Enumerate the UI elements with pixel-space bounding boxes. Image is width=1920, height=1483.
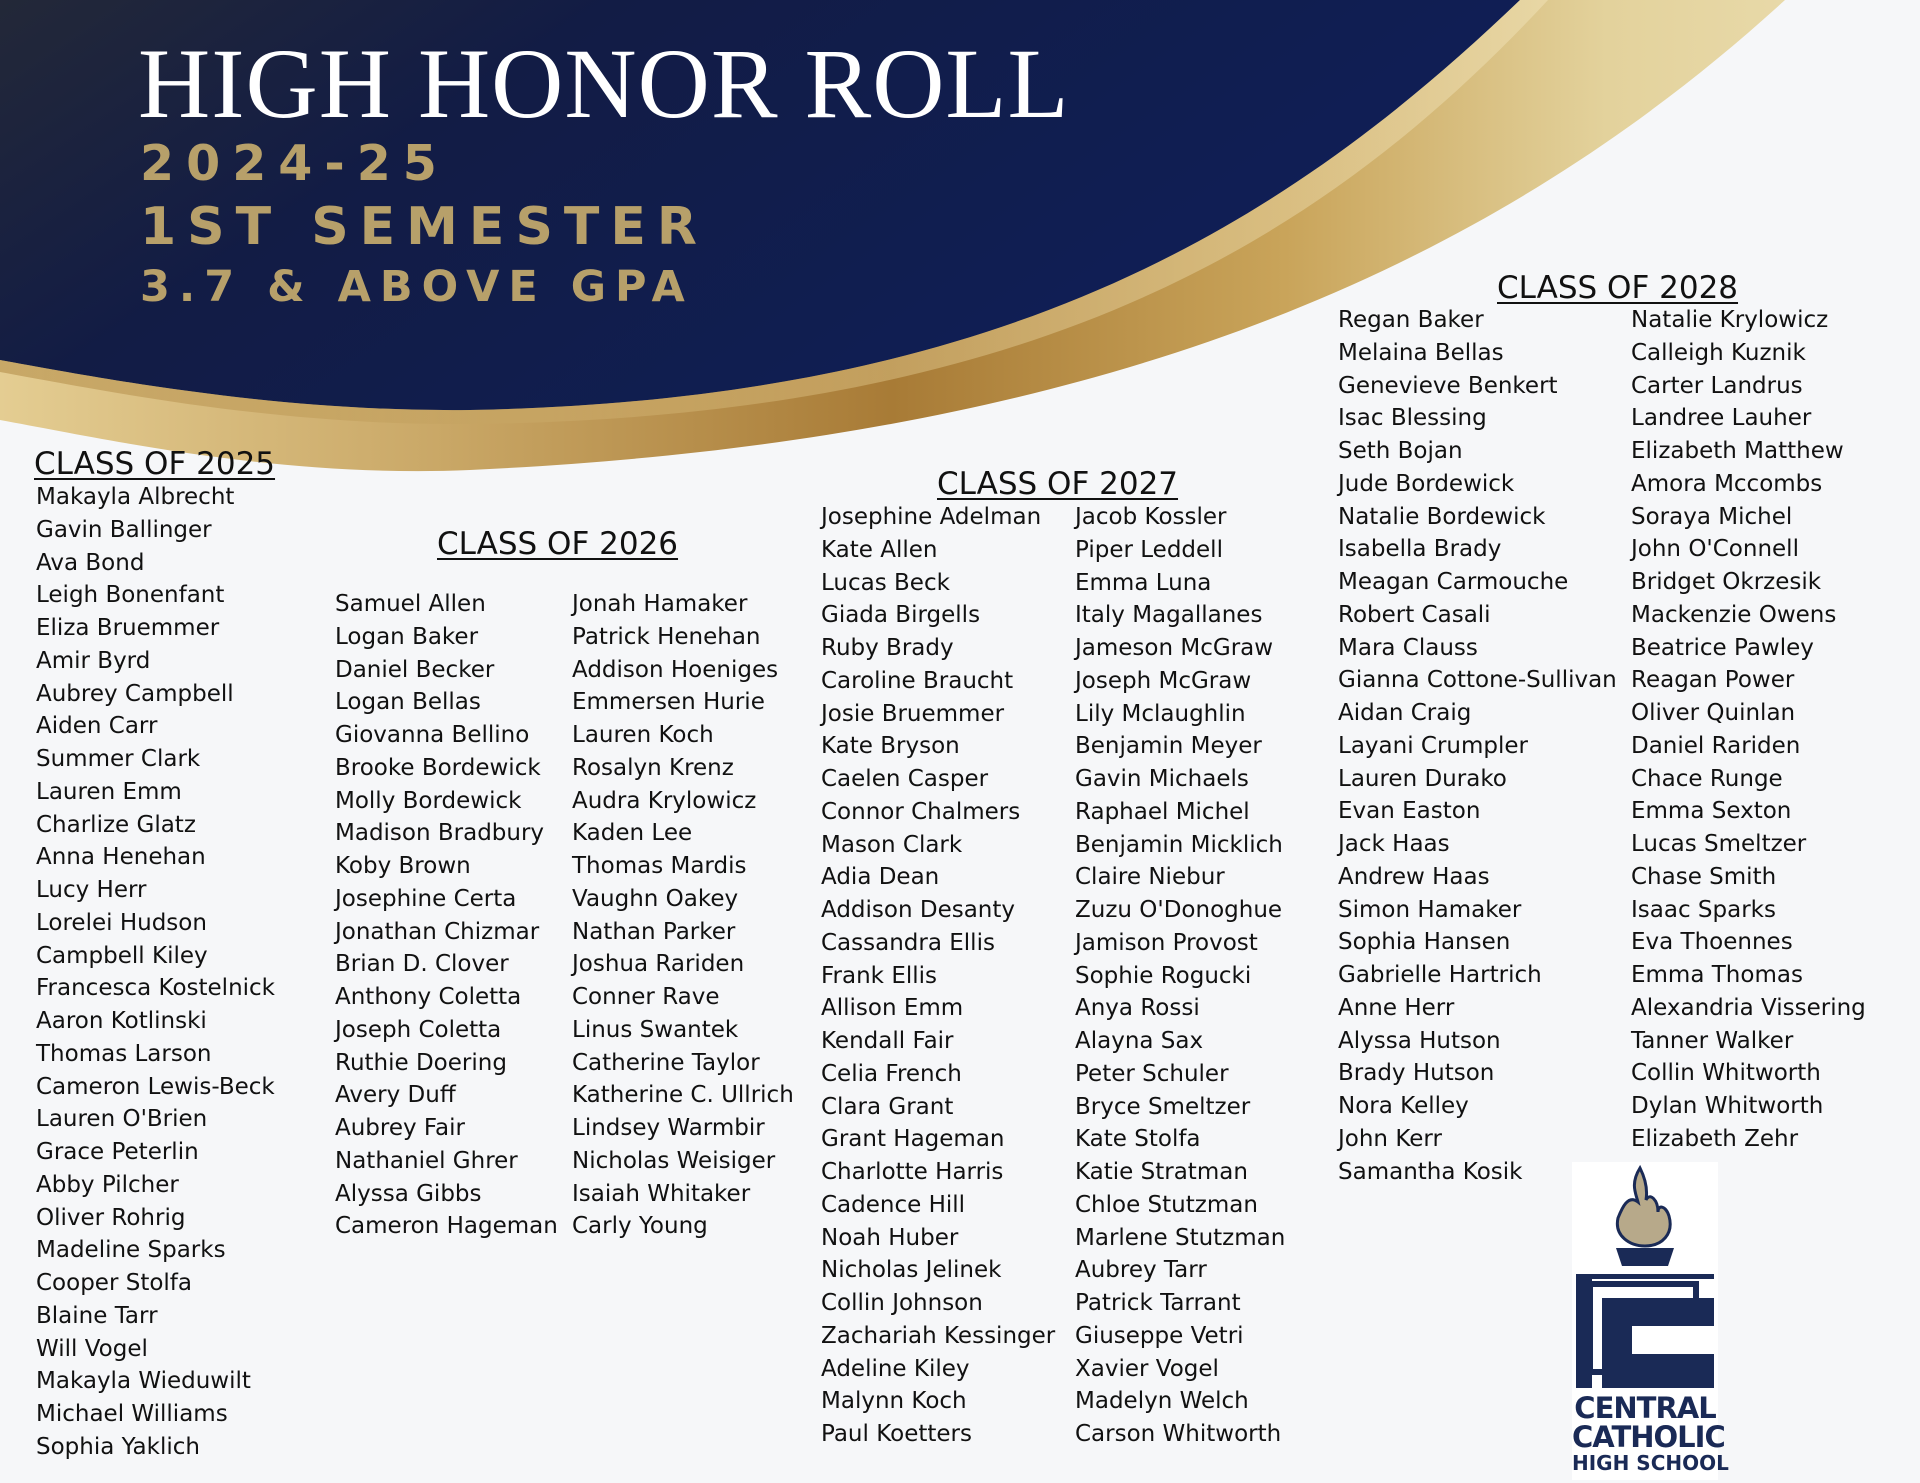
student-name: Giovanna Bellino — [335, 722, 530, 748]
student-name: Jamison Provost — [1075, 929, 1258, 956]
student-name: Lauren Koch — [572, 722, 714, 748]
student-name: Campbell Kiley — [36, 942, 208, 969]
student-name: Giuseppe Vetri — [1075, 1322, 1244, 1349]
student-name: Avery Duff — [335, 1082, 456, 1109]
student-name: Isaiah Whitaker — [572, 1180, 751, 1207]
student-name: Lindsey Warmbir — [572, 1115, 765, 1141]
student-name: Lauren O'Brien — [36, 1106, 208, 1133]
student-name: Leigh Bonenfant — [36, 582, 225, 609]
student-name: Lorelei Hudson — [36, 909, 207, 936]
student-name: Giada Birgells — [821, 602, 981, 629]
student-name: Bridget Okrzesik — [1631, 569, 1822, 595]
student-name: Oliver Rohrig — [36, 1204, 186, 1231]
student-name: Logan Bellas — [335, 689, 481, 716]
student-name: Thomas Mardis — [572, 853, 747, 879]
student-name: Mara Clauss — [1338, 634, 1478, 661]
student-name: Cassandra Ellis — [821, 929, 995, 956]
student-name: Aaron Kotlinski — [36, 1008, 207, 1034]
student-name: Grant Hageman — [821, 1126, 1005, 1153]
student-name: Lauren Durako — [1338, 765, 1507, 792]
student-name: Josie Bruemmer — [821, 700, 1005, 727]
student-name: Caroline Braucht — [821, 667, 1014, 694]
student-name: Simon Hamaker — [1338, 896, 1522, 923]
student-name: Nathan Parker — [572, 918, 736, 945]
logo-text-central: CENTRAL — [1574, 1391, 1716, 1425]
student-name: Paul Koetters — [821, 1421, 972, 1447]
student-name: Cameron Lewis-Beck — [36, 1073, 275, 1100]
student-name: Chloe Stutzman — [1075, 1191, 1258, 1218]
student-name: Eliza Bruemmer — [36, 615, 220, 641]
student-name: Ava Bond — [36, 549, 145, 576]
student-name: Jonathan Chizmar — [335, 918, 540, 945]
student-name: Collin Johnson — [821, 1290, 983, 1316]
class-2026-heading: CLASS OF 2026 — [437, 526, 679, 562]
student-name: Madeline Sparks — [36, 1237, 226, 1264]
student-name: Jude Bordewick — [1338, 470, 1515, 497]
student-name: Addison Desanty — [821, 897, 1016, 923]
student-name: Thomas Larson — [36, 1040, 212, 1067]
student-name: Kate Stolfa — [1075, 1126, 1201, 1153]
student-name: Makayla Wieduwilt — [36, 1368, 251, 1395]
student-name: Aubrey Fair — [335, 1115, 465, 1141]
student-name: Koby Brown — [335, 853, 471, 879]
student-name: Grace Peterlin — [36, 1139, 199, 1165]
student-name: Noah Huber — [821, 1224, 959, 1251]
student-name: Aubrey Campbell — [36, 680, 234, 707]
student-name: Soraya Michel — [1631, 503, 1793, 530]
student-name: Katie Stratman — [1075, 1159, 1248, 1185]
logo-text-high-school: HIGH SCHOOL — [1572, 1451, 1729, 1475]
student-name: Elizabeth Zehr — [1631, 1125, 1799, 1152]
student-name: Audra Krylowicz — [572, 787, 757, 814]
student-name: Kate Allen — [821, 536, 938, 563]
student-name: Amora Mccombs — [1631, 470, 1823, 497]
student-name: Reagan Power — [1631, 667, 1795, 694]
student-name: Mason Clark — [821, 831, 963, 858]
student-name: Caelen Casper — [821, 766, 989, 792]
student-name: Ruby Brady — [821, 635, 954, 661]
class-2028-names-right — [1631, 304, 1866, 1156]
student-name: Regan Baker — [1338, 307, 1484, 333]
student-name: Emma Luna — [1075, 569, 1212, 596]
student-name: Anna Henehan — [36, 844, 206, 871]
student-name: Alyssa Gibbs — [335, 1180, 482, 1207]
student-name: Peter Schuler — [1075, 1060, 1229, 1087]
student-name: Charlotte Harris — [821, 1159, 1004, 1185]
student-name: Natalie Krylowicz — [1631, 307, 1829, 333]
student-name: Jack Haas — [1338, 831, 1450, 857]
student-name: Tanner Walker — [1631, 1027, 1794, 1054]
student-name: Anne Herr — [1338, 994, 1455, 1021]
student-name: Carly Young — [572, 1213, 708, 1240]
student-name: Kate Bryson — [821, 733, 960, 760]
student-name: Connor Chalmers — [821, 798, 1021, 825]
student-name: Zuzu O'Donoghue — [1075, 897, 1283, 923]
student-name: Molly Bordewick — [335, 787, 522, 814]
student-name: Aidan Craig — [1338, 700, 1472, 726]
student-name: Gabrielle Hartrich — [1338, 962, 1542, 988]
class-2025-heading: CLASS OF 2025 — [34, 446, 276, 482]
student-name: Daniel Rariden — [1631, 732, 1801, 759]
student-name: John Kerr — [1338, 1125, 1442, 1152]
school-year: 2024-25 — [140, 135, 449, 192]
student-name: Anya Rossi — [1075, 995, 1200, 1022]
student-name: Makayla Albrecht — [36, 484, 235, 510]
student-name: Alayna Sax — [1075, 1028, 1204, 1054]
semester-label: 1ST SEMESTER — [140, 197, 708, 257]
student-name: Carson Whitworth — [1075, 1421, 1282, 1447]
student-name: Samantha Kosik — [1338, 1158, 1523, 1185]
student-name: Calleigh Kuznik — [1631, 339, 1806, 366]
student-name: Kaden Lee — [572, 820, 693, 847]
student-name: Alexandria Vissering — [1631, 994, 1866, 1021]
student-name: Isaac Sparks — [1631, 896, 1776, 923]
student-name: Sophia Yaklich — [36, 1433, 200, 1460]
student-name: Piper Leddell — [1075, 536, 1223, 563]
student-name: Benjamin Meyer — [1075, 733, 1262, 760]
student-name: Celia French — [821, 1060, 962, 1087]
student-name: Aubrey Tarr — [1075, 1257, 1207, 1284]
student-name: Oliver Quinlan — [1631, 700, 1796, 726]
student-name: Gavin Michaels — [1075, 766, 1249, 792]
student-name: Josephine Adelman — [821, 504, 1042, 530]
student-name: Evan Easton — [1338, 798, 1481, 825]
student-name: Lucy Herr — [36, 877, 147, 903]
student-name: Melaina Bellas — [1338, 339, 1504, 366]
student-name: Mackenzie Owens — [1631, 601, 1837, 628]
student-name: Layani Crumpler — [1338, 732, 1528, 759]
student-name: Linus Swantek — [572, 1016, 739, 1043]
student-name: Beatrice Pawley — [1631, 634, 1814, 661]
student-name: Natalie Bordewick — [1338, 503, 1546, 530]
student-name: Abby Pilcher — [36, 1171, 179, 1198]
student-name: Adeline Kiley — [821, 1355, 970, 1382]
student-name: Lily Mclaughlin — [1075, 700, 1246, 727]
student-name: Eva Thoennes — [1631, 929, 1793, 956]
class-2028-names-left — [1338, 304, 1617, 1188]
class-2027-names-right — [1075, 501, 1285, 1451]
student-name: Samuel Allen — [335, 591, 486, 617]
student-name: Addison Hoeniges — [572, 656, 779, 683]
student-name: Rosalyn Krenz — [572, 754, 734, 781]
student-name: Summer Clark — [36, 746, 201, 772]
student-name: Adia Dean — [821, 864, 940, 891]
student-name: Cadence Hill — [821, 1191, 966, 1218]
student-name: Bryce Smeltzer — [1075, 1093, 1251, 1120]
student-name: Jonah Hamaker — [572, 591, 748, 617]
student-name: Alyssa Hutson — [1338, 1027, 1501, 1054]
student-name: Chase Smith — [1631, 863, 1777, 890]
class-2026-names-left — [335, 588, 558, 1243]
student-name: Patrick Henehan — [572, 623, 761, 650]
class-2027-heading: CLASS OF 2027 — [937, 466, 1179, 502]
student-name: Frank Ellis — [821, 962, 937, 989]
student-name: Carter Landrus — [1631, 372, 1803, 399]
student-name: Francesca Kostelnick — [36, 975, 275, 1002]
student-name: Xavier Vogel — [1075, 1355, 1219, 1382]
student-name: Clara Grant — [821, 1093, 954, 1120]
student-name: Nicholas Jelinek — [821, 1257, 1002, 1284]
student-name: Blaine Tarr — [36, 1302, 158, 1329]
student-name: Charlize Glatz — [36, 811, 196, 838]
logo-text-catholic: CATHOLIC — [1572, 1420, 1725, 1454]
student-name: Elizabeth Matthew — [1631, 438, 1844, 464]
student-name: Isabella Brady — [1338, 536, 1502, 563]
student-name: Aiden Carr — [36, 713, 158, 740]
student-name: Chace Runge — [1631, 765, 1783, 792]
student-name: John O'Connell — [1631, 536, 1799, 563]
student-name: Kendall Fair — [821, 1028, 954, 1054]
student-name: Benjamin Micklich — [1075, 831, 1283, 858]
student-name: Allison Emm — [821, 995, 964, 1022]
student-name: Amir Byrd — [36, 647, 151, 674]
student-name: Madelyn Welch — [1075, 1388, 1249, 1415]
student-name: Brooke Bordewick — [335, 754, 541, 781]
student-name: Conner Rave — [572, 984, 720, 1010]
student-name: Meagan Carmouche — [1338, 569, 1569, 595]
student-name: Anthony Coletta — [335, 984, 522, 1010]
student-name: Gianna Cottone-Sullivan — [1338, 667, 1617, 694]
student-name: Logan Baker — [335, 623, 479, 650]
student-name: Joseph Coletta — [335, 1016, 502, 1043]
student-name: Patrick Tarrant — [1075, 1290, 1241, 1316]
student-name: Emma Sexton — [1631, 798, 1792, 825]
student-name: Jacob Kossler — [1075, 504, 1227, 530]
student-name: Sophia Hansen — [1338, 929, 1511, 956]
page-title: HIGH HONOR ROLL — [138, 28, 1070, 139]
student-name: Marlene Stutzman — [1075, 1224, 1286, 1251]
student-name: Joseph McGraw — [1075, 667, 1252, 694]
class-2026-names-right — [572, 588, 794, 1243]
student-name: Brady Hutson — [1338, 1060, 1495, 1087]
student-name: Sophie Rogucki — [1075, 962, 1252, 989]
student-name: Landree Lauher — [1631, 405, 1812, 432]
student-name: Nicholas Weisiger — [572, 1147, 776, 1174]
student-name: Josephine Certa — [335, 885, 517, 912]
student-name: Emma Thomas — [1631, 962, 1803, 988]
student-name: Vaughn Oakey — [572, 885, 739, 912]
student-name: Nathaniel Ghrer — [335, 1147, 518, 1174]
student-name: Gavin Ballinger — [36, 516, 212, 543]
student-name: Madison Bradbury — [335, 820, 545, 847]
student-name: Robert Casali — [1338, 601, 1491, 628]
class-2027-names-left — [821, 501, 1055, 1451]
student-name: Will Vogel — [36, 1335, 148, 1362]
student-name: Brian D. Clover — [335, 951, 509, 978]
student-name: Ruthie Doering — [335, 1049, 507, 1076]
class-2025-names — [36, 481, 275, 1464]
student-name: Genevieve Benkert — [1338, 372, 1558, 399]
student-name: Malynn Koch — [821, 1388, 967, 1415]
student-name: Zachariah Kessinger — [821, 1322, 1056, 1349]
student-name: Jameson McGraw — [1075, 635, 1274, 661]
student-name: Emmersen Hurie — [572, 689, 765, 716]
student-name: Isac Blessing — [1338, 405, 1487, 432]
student-name: Raphael Michel — [1075, 798, 1250, 825]
student-name: Nora Kelley — [1338, 1093, 1469, 1119]
student-name: Daniel Becker — [335, 656, 495, 683]
student-name: Claire Niebur — [1075, 864, 1225, 891]
student-name: Collin Whitworth — [1631, 1060, 1821, 1087]
student-name: Andrew Haas — [1338, 863, 1490, 890]
student-name: Italy Magallanes — [1075, 602, 1263, 629]
class-2028-heading: CLASS OF 2028 — [1497, 270, 1739, 306]
student-name: Joshua Rariden — [572, 951, 745, 978]
student-name: Katherine C. Ullrich — [572, 1082, 794, 1109]
student-name: Cooper Stolfa — [36, 1270, 192, 1296]
student-name: Michael Williams — [36, 1401, 228, 1427]
student-name: Dylan Whitworth — [1631, 1093, 1824, 1119]
student-name: Lucas Smeltzer — [1631, 831, 1807, 857]
student-name: Catherine Taylor — [572, 1049, 760, 1076]
student-name: Seth Bojan — [1338, 438, 1463, 464]
student-name: Lucas Beck — [821, 569, 950, 596]
gpa-criteria: 3.7 & ABOVE GPA — [140, 262, 694, 312]
student-name: Lauren Emm — [36, 778, 182, 805]
student-name: Cameron Hageman — [335, 1213, 558, 1240]
